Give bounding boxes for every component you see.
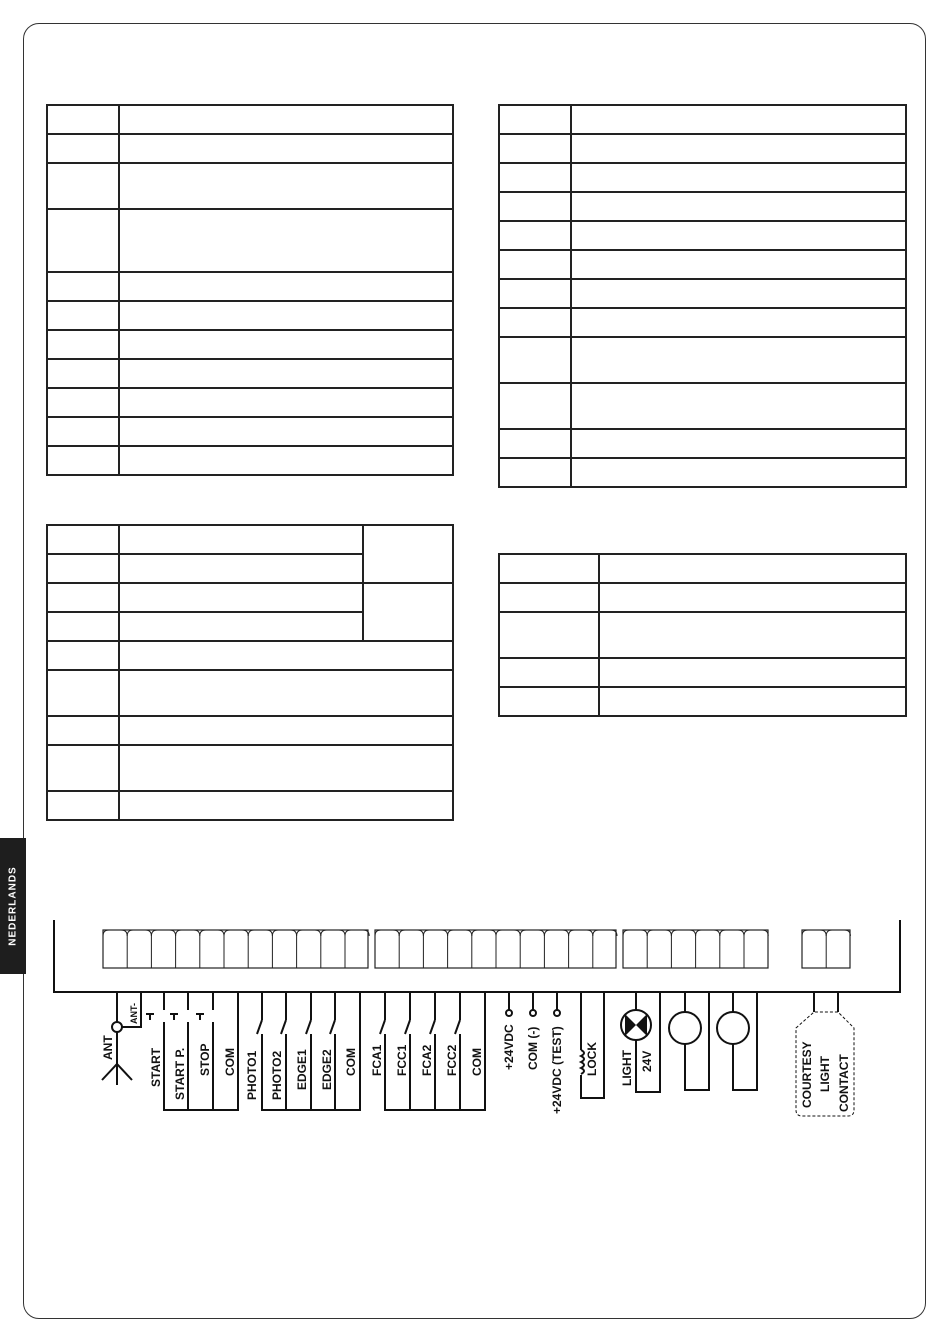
table-row — [47, 525, 453, 554]
label-plus24-test: +24VDC (TEST) — [550, 1026, 564, 1114]
table-row — [47, 272, 453, 301]
table-row — [47, 641, 453, 670]
table-top-right — [498, 104, 907, 488]
table-row — [499, 308, 906, 337]
table-row — [499, 687, 906, 716]
label-start: START — [149, 1047, 163, 1087]
label-com-2: COM — [344, 1048, 358, 1076]
table-row — [499, 583, 906, 612]
table-row — [499, 279, 906, 308]
table-row — [47, 301, 453, 330]
label-fcc2: FCC2 — [445, 1044, 459, 1076]
table-row — [47, 670, 453, 716]
label-courtesy-light: LIGHT — [818, 1056, 832, 1092]
courtesy-wires — [814, 992, 838, 1012]
label-ant-minus: ANT- — [129, 1003, 139, 1024]
table-row — [47, 209, 453, 272]
label-light-24v: 24V — [640, 1050, 654, 1072]
label-lock: LOCK — [585, 1042, 599, 1076]
table-row — [499, 221, 906, 250]
label-com-neg: COM (-) — [526, 1026, 540, 1070]
table-middle-left — [46, 524, 454, 821]
label-courtesy-contact: CONTACT — [837, 1054, 851, 1112]
table-row — [499, 134, 906, 163]
table-row — [499, 554, 906, 583]
table-row — [47, 105, 453, 134]
label-ant: ANT — [101, 1035, 115, 1060]
label-edge2: EDGE2 — [320, 1049, 334, 1090]
label-com-3: COM — [470, 1048, 484, 1076]
motor2-icon — [717, 1012, 749, 1044]
table-row — [499, 192, 906, 221]
label-start-p: START P. — [173, 1047, 187, 1100]
terminal-block-1 — [103, 930, 368, 968]
table-row — [499, 658, 906, 687]
wiring-diagram — [0, 900, 950, 1130]
table-row — [499, 337, 906, 383]
label-fca2: FCA2 — [420, 1044, 434, 1076]
label-light: LIGHT — [620, 1050, 634, 1086]
table-row — [47, 330, 453, 359]
light-wires — [636, 992, 660, 1092]
table-row — [499, 250, 906, 279]
label-photo1: PHOTO1 — [245, 1050, 259, 1100]
table-row — [499, 383, 906, 429]
label-plus24: +24VDC — [502, 1024, 516, 1070]
lock-coil-icon — [581, 1050, 584, 1074]
table-row — [47, 359, 453, 388]
table-row — [47, 716, 453, 745]
table-row — [499, 429, 906, 458]
label-com-1: COM — [223, 1048, 237, 1076]
table-row — [47, 583, 453, 612]
table-middle-right — [498, 553, 907, 717]
label-edge1: EDGE1 — [295, 1049, 309, 1090]
table-row — [47, 417, 453, 446]
label-courtesy: COURTESY — [800, 1041, 814, 1108]
label-stop: STOP — [198, 1043, 212, 1076]
table-row — [47, 745, 453, 791]
label-photo2: PHOTO2 — [270, 1050, 284, 1100]
table-row — [47, 163, 453, 209]
motor1-icon — [669, 1012, 701, 1044]
table-row — [47, 134, 453, 163]
label-fca1: FCA1 — [370, 1044, 384, 1076]
table-row — [499, 458, 906, 487]
table-row — [499, 163, 906, 192]
language-tab-label: NEDERLANDS — [7, 866, 19, 946]
label-fcc1: FCC1 — [395, 1044, 409, 1076]
table-row — [47, 791, 453, 820]
table-row — [499, 105, 906, 134]
table-row — [47, 446, 453, 475]
table-row — [47, 388, 453, 417]
table-top-left — [46, 104, 454, 476]
table-row — [499, 612, 906, 658]
antenna-node — [112, 1022, 122, 1032]
